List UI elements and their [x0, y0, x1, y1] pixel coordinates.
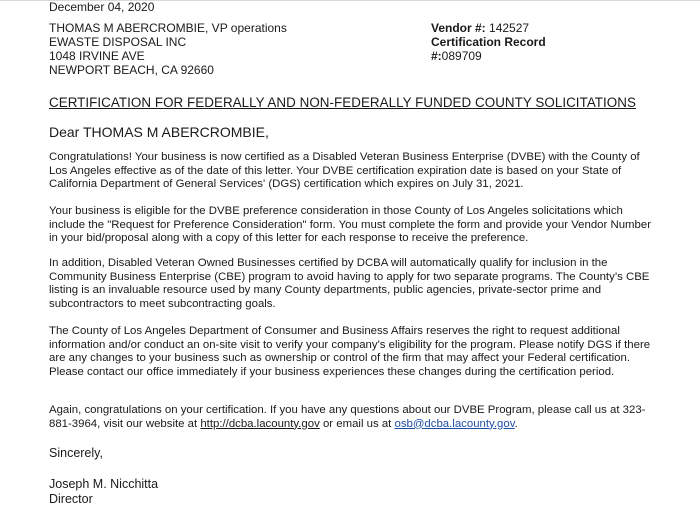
- certification-record-label: Certification Record: [431, 35, 546, 49]
- certification-record-value: 089709: [441, 49, 482, 63]
- signer-name: Joseph M. Nicchitta: [49, 477, 159, 491]
- signer-title: Director: [49, 492, 93, 506]
- paragraph-2: Your business is eligible for the DVBE preference consideration in those County of Los Angeles solicitations which include the "Request for Preference Consideration" form. You must complete the form and provide your Vendor Number in your bid/proposal along with a copy of this letter for each response to receive the preference.: [49, 205, 651, 245]
- recipient-street-line: 1048 IRVINE AVE: [49, 49, 145, 63]
- website-link[interactable]: http://dcba.lacounty.gov: [200, 417, 320, 430]
- paragraph-5: Again, congratulations on your certification. If you have any questions about our DVBE Program, please call us at 323-881-3964, visit our website at http://dcba.lacounty.gov or email us at osb@dcba.lacounty.gov.: [49, 404, 646, 430]
- paragraph-3: In addition, Disabled Veteran Owned Businesses certified by DCBA will automatically qualify for inclusion in the Community Business Enterprise (CBE) program to avoid having to apply for two separate programs. The County’s CBE listing is an invaluable resource used by many County departments, public agencies, private-sector prime and subcontractors to meet subcontracting goals.: [49, 257, 650, 310]
- recipient-name-line: THOMAS M ABERCROMBIE, VP operations: [49, 21, 287, 35]
- vendor-number-label: Vendor #:: [431, 21, 486, 35]
- paragraph-1: Congratulations! Your business is now certified as a Disabled Veteran Business Enterprise (DVBE) with the County of Los Angeles effective as of the date of this letter. Your DVBE certification expiration date is based on your State of California Department of General Services' (DGS) certification which expires on July 31, 2021.: [49, 151, 640, 191]
- letter-title: CERTIFICATION FOR FEDERALLY AND NON-FEDERALLY FUNDED COUNTY SOLICITATIONS: [49, 95, 636, 110]
- recipient-city-line: NEWPORT BEACH, CA 92660: [49, 63, 214, 77]
- closing: Sincerely,: [49, 446, 103, 460]
- vendor-number-value: 142527: [489, 21, 530, 35]
- email-link[interactable]: osb@dcba.lacounty.gov: [394, 417, 515, 430]
- vendor-info-block: [431, 21, 546, 63]
- certification-record-row: [431, 49, 546, 63]
- salutation: Dear THOMAS M ABERCROMBIE,: [49, 124, 269, 140]
- certification-record-hash-label: #:: [431, 49, 442, 63]
- vendor-number-row: [431, 21, 546, 35]
- paragraph-4: The County of Los Angeles Department of Consumer and Business Affairs reserves the right to request additional information and/or conduct an on-site visit to verify your company's eligibility for the program. Please notify DGS if there are any changes to your business such as ownership or control of the firm that may affect your Federal certification. Please contact our office immediately if your business experiences these changes during the certification period.: [49, 325, 651, 378]
- letter-date: December 04, 2020: [49, 0, 155, 14]
- recipient-address: [49, 21, 287, 77]
- recipient-company-line: EWASTE DISPOSAL INC: [49, 35, 187, 49]
